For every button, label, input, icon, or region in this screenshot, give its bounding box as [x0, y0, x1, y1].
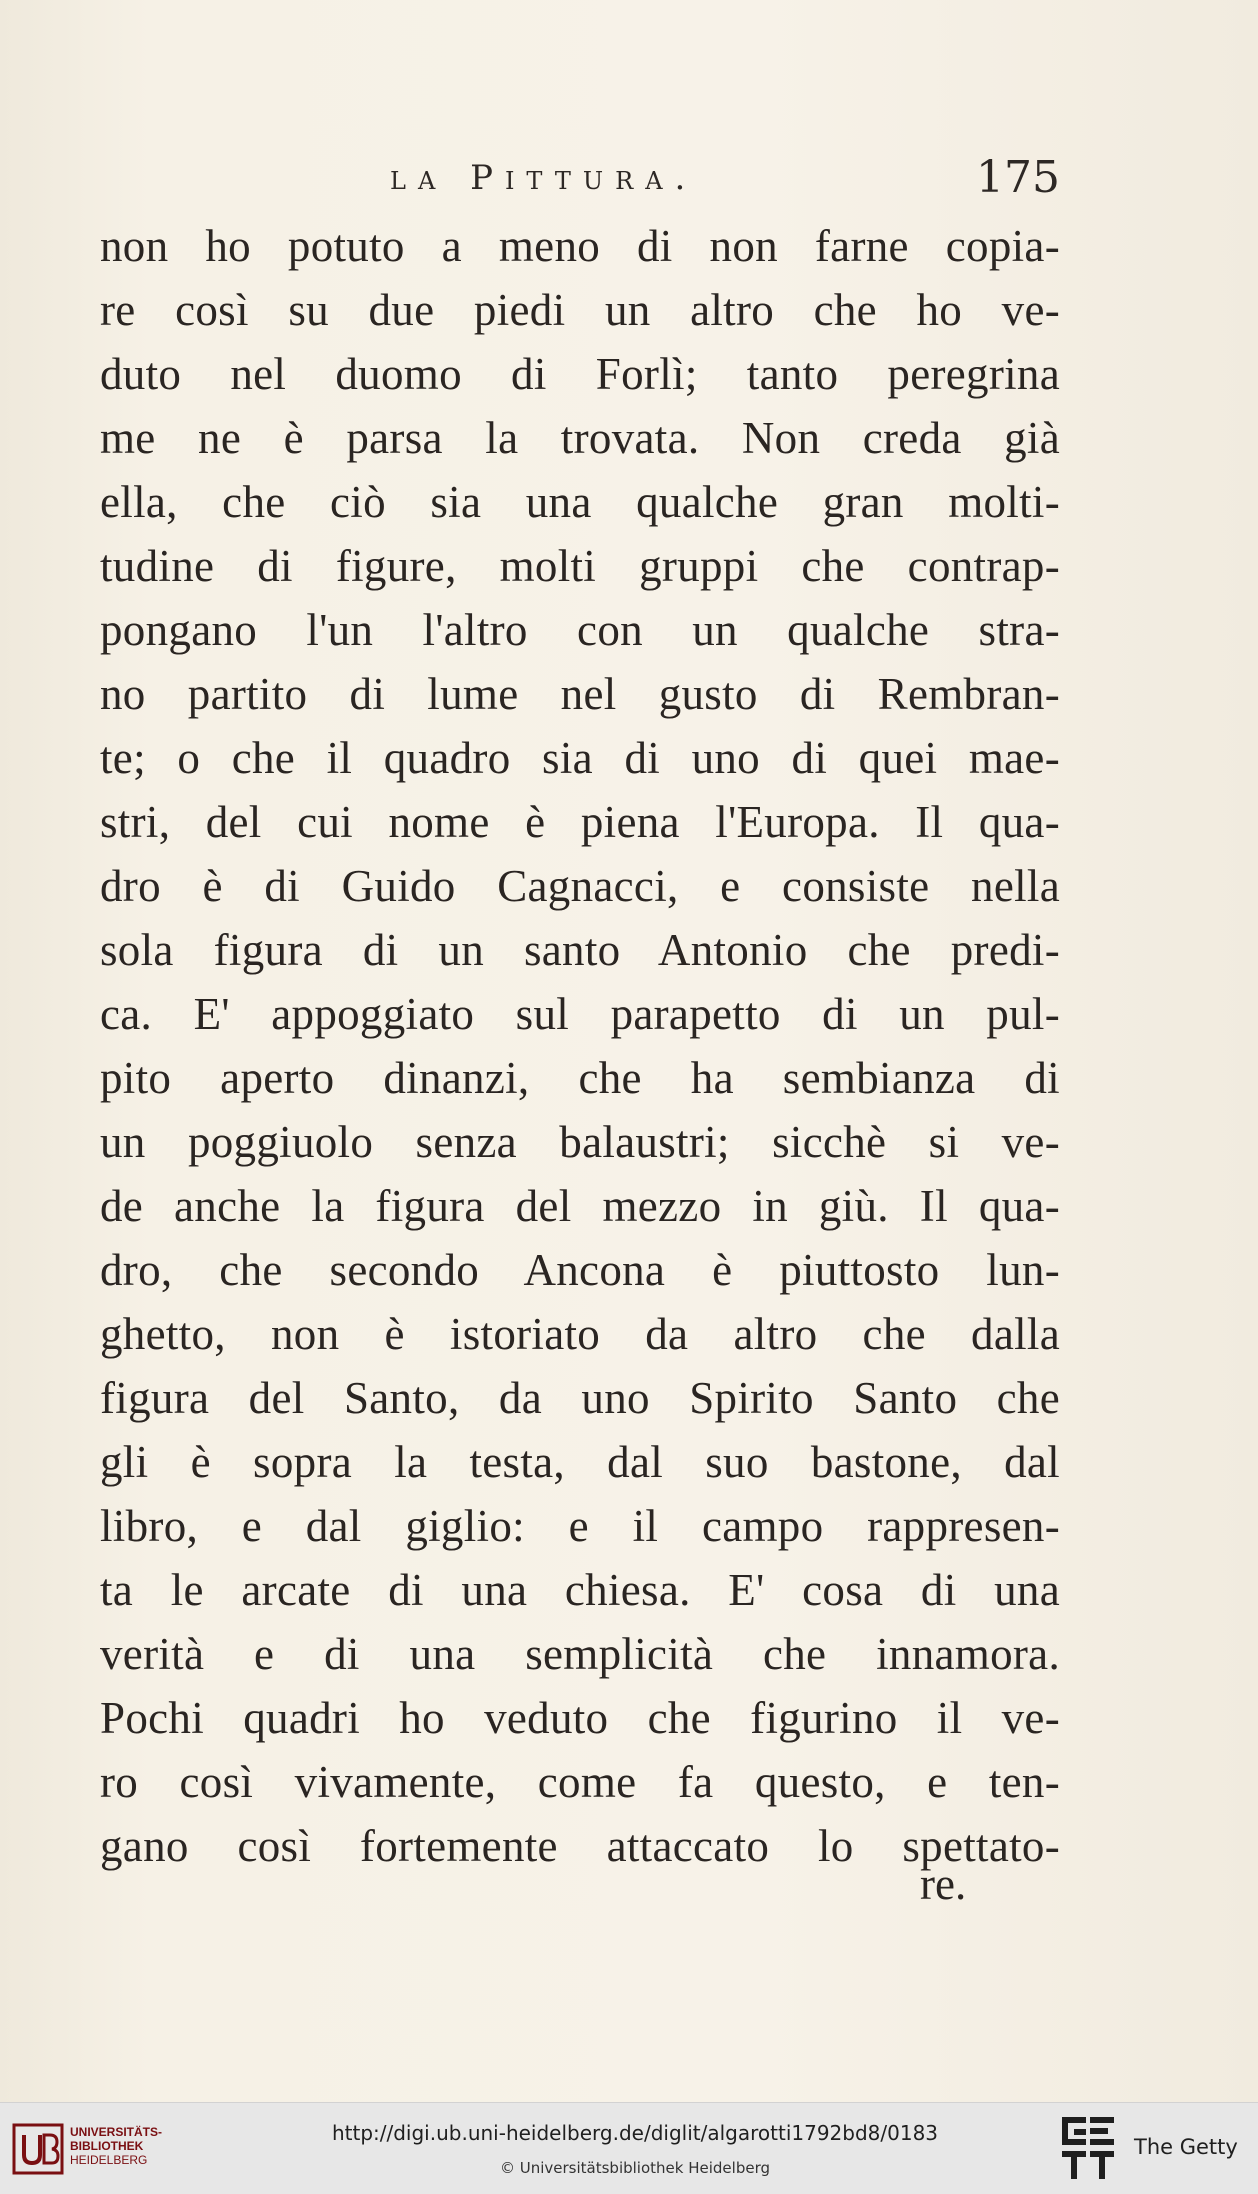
- text-line: te; o che il quadro sia di uno di quei mae-: [100, 733, 1060, 783]
- running-head: [100, 152, 1060, 210]
- ub-name-line-3: HEIDELBERG: [70, 2153, 148, 2167]
- text-line: figura del Santo, da uno Spirito Santo che: [100, 1373, 1060, 1423]
- text-line: duto nel duomo di Forlì; tanto peregrina: [100, 349, 1060, 399]
- text-line: ta le arcate di una chiesa. E' cosa di una: [100, 1565, 1060, 1615]
- ub-logo-text: [70, 2125, 162, 2167]
- text-line: dro è di Guido Cagnacci, e consiste nella: [100, 861, 1060, 911]
- text-line: ella, che ciò sia una qualche gran molti-: [100, 477, 1060, 527]
- body-text: [100, 214, 1060, 1878]
- text-line: sola figura di un santo Antonio che predi-: [100, 925, 1060, 975]
- text-line: Pochi quadri ho veduto che figurino il ve-: [100, 1693, 1060, 1743]
- text-line: no partito di lume nel gusto di Rembran-: [100, 669, 1060, 719]
- text-line: pito aperto dinanzi, che ha sembianza di: [100, 1053, 1060, 1103]
- text-line: stri, del cui nome è piena l'Europa. Il qua-: [100, 797, 1060, 847]
- getty-name: The Getty: [1134, 2135, 1238, 2159]
- permalink-url[interactable]: http://digi.ub.uni-heidelberg.de/diglit/algarotti1792bd8/0183: [331, 2121, 939, 2145]
- text-line: tudine di figure, molti gruppi che contrap-: [100, 541, 1060, 591]
- ub-name-line-2: BIBLIOTHEK: [70, 2139, 144, 2153]
- text-line: ca. E' appoggiato sul parapetto di un pul-: [100, 989, 1060, 1039]
- viewer-footer: [0, 2102, 1258, 2194]
- text-line: verità e di una semplicità che innamora.: [100, 1629, 1060, 1679]
- text-line: me ne è parsa la trovata. Non creda già: [100, 413, 1060, 463]
- text-line: ghetto, non è istoriato da altro che dalla: [100, 1309, 1060, 1359]
- copyright-notice: © Universitätsbibliothek Heidelberg: [499, 2159, 770, 2177]
- ub-name-line-1: UNIVERSITÄTS-: [70, 2125, 163, 2139]
- text-line: gli è sopra la testa, dal suo bastone, dal: [100, 1437, 1060, 1487]
- text-line: dro, che secondo Ancona è piuttosto lun-: [100, 1245, 1060, 1295]
- page-number: 175: [976, 152, 1060, 203]
- text-line: ro così vivamente, come fa questo, e ten-: [100, 1757, 1060, 1807]
- getty-logo-icon[interactable]: [1060, 2115, 1116, 2181]
- text-line: gano così fortemente attaccato lo spettato-: [100, 1821, 1060, 1871]
- text-line: pongano l'un l'altro con un qualche stra-: [100, 605, 1060, 655]
- ub-logo-icon: [12, 2123, 64, 2175]
- catchword: re.: [920, 1859, 967, 1909]
- running-title: la Pittura.: [390, 158, 698, 198]
- text-line: un poggiuolo senza balaustri; sicchè si ve-: [100, 1117, 1060, 1167]
- text-line: re così su due piedi un altro che ho ve-: [100, 285, 1060, 335]
- text-line: libro, e dal giglio: e il campo rappresen-: [100, 1501, 1060, 1551]
- text-line: non ho potuto a meno di non farne copia-: [100, 221, 1060, 271]
- university-library-logo[interactable]: [12, 2119, 162, 2179]
- text-line: de anche la figura del mezzo in giù. Il qua-: [100, 1181, 1060, 1231]
